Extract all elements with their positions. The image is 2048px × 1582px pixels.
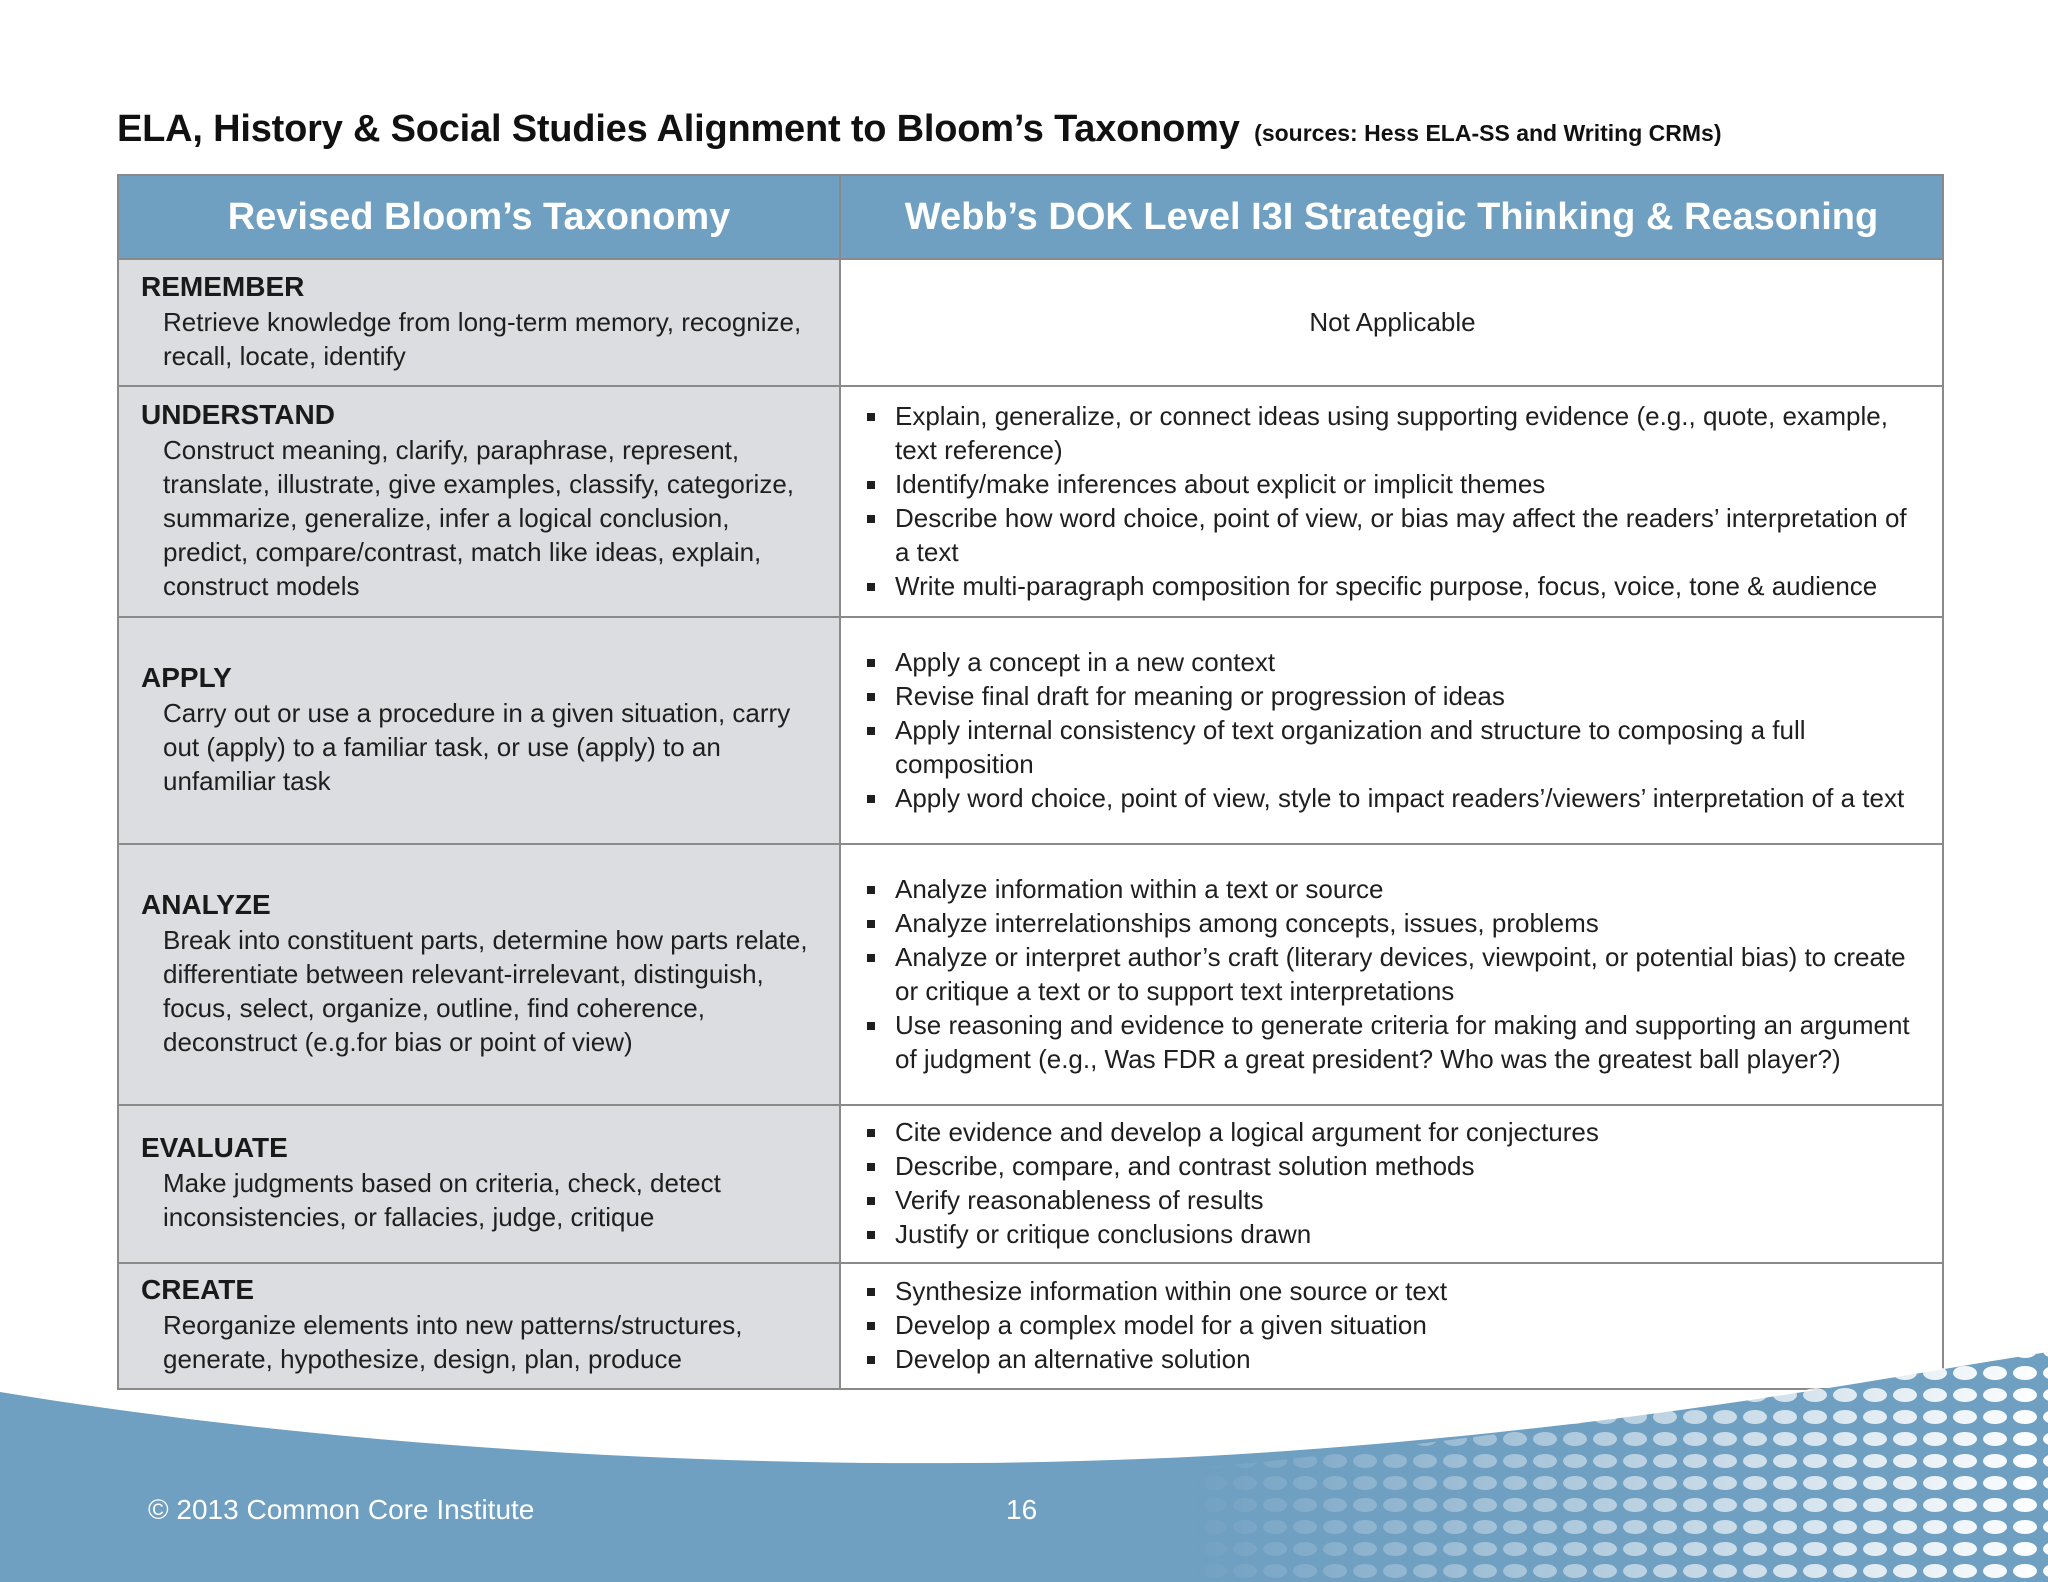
level-name: CREATE bbox=[141, 1274, 255, 1305]
list-item: Apply word choice, point of view, style to impact readers’/viewers’ interpretation of a text bbox=[863, 781, 1922, 815]
list-item: Develop an alternative solution bbox=[863, 1342, 1922, 1376]
bloom-level-cell bbox=[118, 617, 840, 844]
list-item: Justify or critique conclusions drawn bbox=[863, 1217, 1922, 1251]
list-item: Describe, compare, and contrast solution methods bbox=[863, 1149, 1922, 1183]
list-item: Synthesize information within one source or text bbox=[863, 1274, 1922, 1308]
dok-cell bbox=[840, 386, 1943, 617]
bloom-level-cell bbox=[118, 844, 840, 1105]
list-item: Develop a complex model for a given situation bbox=[863, 1308, 1922, 1342]
header-webbs-dok: Webb’s DOK Level I3I Strategic Thinking & Reasoning bbox=[840, 175, 1943, 259]
list-item: Write multi-paragraph composition for specific purpose, focus, voice, tone & audience bbox=[863, 569, 1922, 603]
table-row bbox=[118, 844, 1943, 1105]
page-title bbox=[117, 108, 1721, 151]
footer-copyright: © 2013 Common Core Institute bbox=[148, 1494, 535, 1525]
page-number: 16 bbox=[1006, 1494, 1038, 1525]
dok-cell bbox=[840, 1105, 1943, 1263]
list-item: Describe how word choice, point of view, or bias may affect the readers’ interpretation of a text bbox=[863, 501, 1922, 569]
dok-list bbox=[863, 645, 1922, 815]
list-item: Verify reasonableness of results bbox=[863, 1183, 1922, 1217]
table-row bbox=[118, 259, 1943, 386]
list-item: Analyze interrelationships among concepts, issues, problems bbox=[863, 906, 1922, 940]
level-name: REMEMBER bbox=[141, 270, 305, 302]
title-sources: (sources: Hess ELA-SS and Writing CRMs) bbox=[1254, 120, 1722, 146]
list-item: Apply internal consistency of text organization and structure to composing a full composition bbox=[863, 713, 1922, 781]
table-row bbox=[118, 617, 1943, 844]
dok-cell bbox=[840, 844, 1943, 1105]
list-item: Analyze information within a text or source bbox=[863, 872, 1922, 906]
table-row bbox=[118, 1105, 1943, 1263]
level-description: Construct meaning, clarify, paraphrase, represent, translate, illustrate, give examples, classify, categorize, summarize, generalize, infer a logical conclusion, predict, compare/contrast, match like ideas, explain, construct models bbox=[163, 434, 795, 601]
list-item: Use reasoning and evidence to generate criteria for making and supporting an argument of judgment (e.g., Was FDR a great president? Who was the greatest ball player?) bbox=[863, 1008, 1922, 1076]
table-header-row bbox=[118, 175, 1943, 259]
level-description: Break into constituent parts, determine how parts relate, differentiate between relevant-irrelevant, distinguish, focus, select, organize, outline, find coherence, deconstruct (e.g.for bias or point of view) bbox=[163, 924, 808, 1057]
list-item: Cite evidence and develop a logical argument for conjectures bbox=[863, 1115, 1922, 1149]
dok-cell bbox=[840, 259, 1943, 386]
dok-list bbox=[863, 872, 1922, 1076]
level-name: EVALUATE bbox=[141, 1132, 288, 1163]
level-name: UNDERSTAND bbox=[141, 398, 335, 430]
bloom-dok-table bbox=[117, 174, 1944, 1390]
title-main: ELA, History & Social Studies Alignment to Bloom’s Taxonomy bbox=[117, 108, 1240, 150]
dok-list bbox=[863, 399, 1922, 603]
dok-cell bbox=[840, 617, 1943, 844]
level-description: Carry out or use a procedure in a given situation, carry out (apply) to a familiar task, or use (apply) to an unfamiliar task bbox=[163, 697, 791, 796]
not-applicable-text: Not Applicable bbox=[1309, 306, 1476, 337]
level-description: Reorganize elements into new patterns/structures, generate, hypothesize, design, plan, produce bbox=[163, 1310, 743, 1374]
level-name: ANALYZE bbox=[141, 888, 271, 920]
bloom-level-cell bbox=[118, 259, 840, 386]
list-item: Explain, generalize, or connect ideas using supporting evidence (e.g., quote, example, text reference) bbox=[863, 399, 1922, 467]
dok-list bbox=[863, 1115, 1922, 1251]
bloom-level-cell bbox=[118, 386, 840, 617]
list-item: Analyze or interpret author’s craft (literary devices, viewpoint, or potential bias) to create or critique a text or to support text interpretations bbox=[863, 940, 1922, 1008]
level-name: APPLY bbox=[141, 661, 232, 693]
list-item: Apply a concept in a new context bbox=[863, 645, 1922, 679]
bloom-level-cell bbox=[118, 1105, 840, 1263]
footer-wave-decoration bbox=[0, 1340, 2048, 1582]
header-blooms: Revised Bloom’s Taxonomy bbox=[118, 175, 840, 259]
level-description: Retrieve knowledge from long-term memory, recognize, recall, locate, identify bbox=[163, 306, 802, 371]
table-row bbox=[118, 386, 1943, 617]
list-item: Identify/make inferences about explicit or implicit themes bbox=[863, 467, 1922, 501]
level-description: Make judgments based on criteria, check, detect inconsistencies, or fallacies, judge, critique bbox=[163, 1168, 721, 1232]
list-item: Revise final draft for meaning or progression of ideas bbox=[863, 679, 1922, 713]
